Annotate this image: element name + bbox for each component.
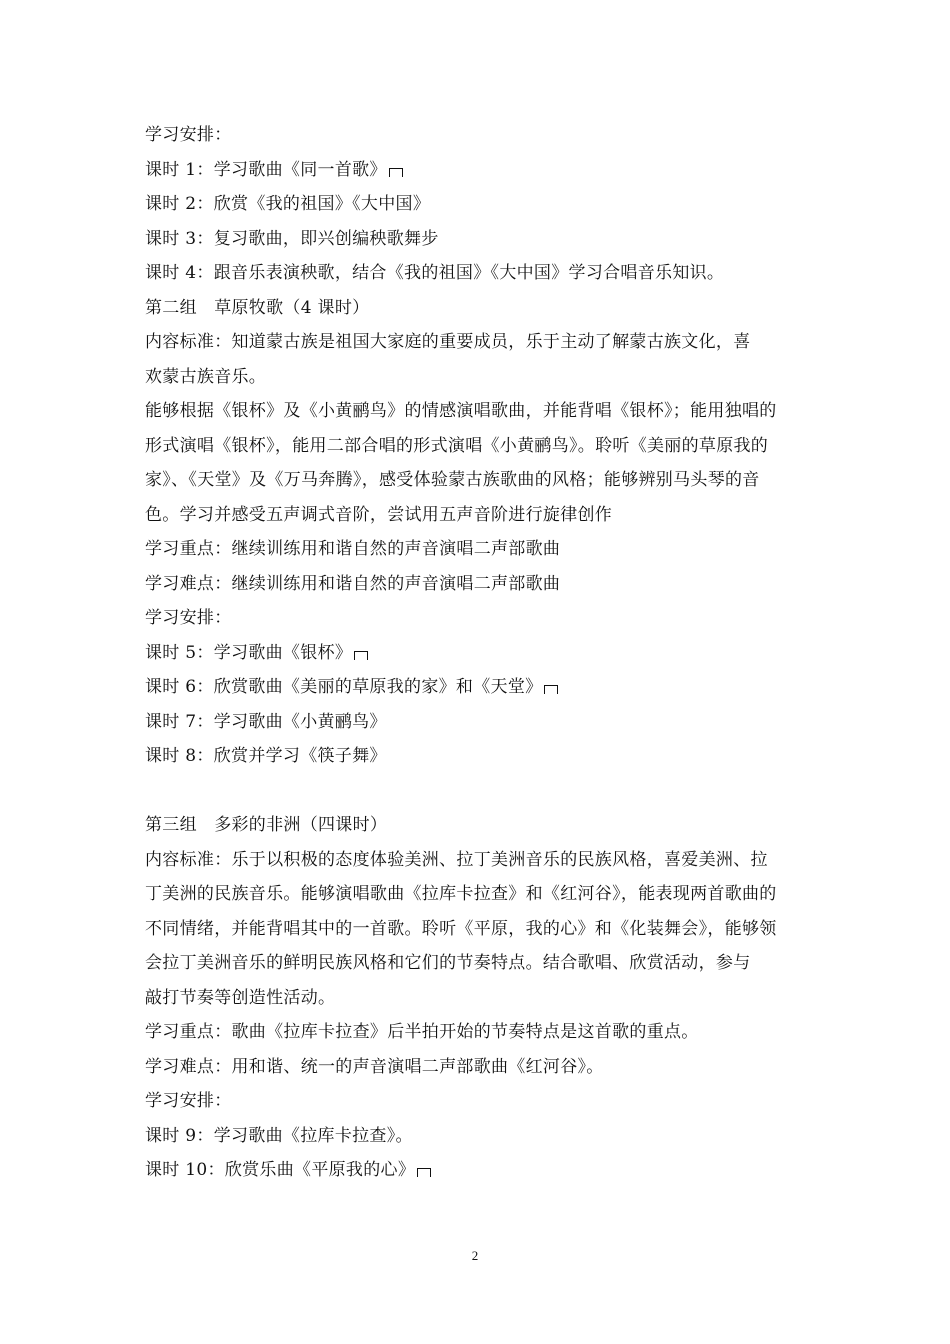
text-line: 丁美洲的民族音乐。能够演唱歌曲《拉库卡拉查》和《红河谷》，能表现两首歌曲的 [145, 884, 777, 904]
text-line: 敲打节奏等创造性活动。 [145, 987, 336, 1008]
bracket-mark-icon [417, 1168, 431, 1177]
text-line: 会拉丁美洲音乐的鲜明民族风格和它们的节奏特点。结合歌唱、欣赏活动，参与 [145, 953, 751, 973]
text-line: 学习重点：继续训练用和谐自然的声音演唱二声部歌曲 [145, 539, 561, 559]
text-line: 家》、《天堂》及《万马奔腾》，感受体验蒙古族歌曲的风格；能够辨别马头琴的音 [145, 470, 760, 490]
text-line: 学习难点：用和谐、统一的声音演唱二声部歌曲《红河谷》。 [145, 1056, 604, 1077]
page-number: 2 [471, 1248, 479, 1263]
section-heading: 第二组 草原牧歌（4 课时） [145, 297, 370, 318]
text-line: 学习难点：继续训练用和谐自然的声音演唱二声部歌曲 [145, 573, 561, 594]
text-line: 内容标准：乐于以积极的态度体验美洲、拉丁美洲音乐的民族风格，喜爱美洲、拉 [145, 849, 768, 870]
text-line: 课时 10：欣赏乐曲《平原我的心》 [145, 1153, 810, 1188]
text-line: 课时 9：学习歌曲《拉库卡拉查》。 [145, 1125, 413, 1146]
text-line: 学习安排： [145, 1091, 232, 1111]
section-heading: 第三组 多彩的非洲（四课时） [145, 815, 388, 835]
text-line: 色。学习并感受五声调式音阶，尝试用五声音阶进行旋律创作 [145, 504, 613, 525]
text-line: 课时 8：欣赏并学习《筷子舞》 [145, 746, 387, 766]
text-line: 课时 3：复习歌曲，即兴创编秧歌舞步 [145, 228, 439, 249]
bracket-mark-icon [354, 651, 368, 660]
text-line: 形式演唱《银杯》，能用二部合唱的形式演唱《小黄鹂鸟》。聆听《美丽的草原我的 [145, 435, 769, 456]
document-body [145, 118, 810, 1188]
text-line: 课时 2：欣赏《我的祖国》《大中国》 [145, 194, 431, 214]
text-line: 学习安排： [145, 608, 232, 628]
text-line: 能够根据《银杯》及《小黄鹂鸟》的情感演唱歌曲，并能背唱《银杯》；能用独唱的 [145, 401, 777, 421]
text-line: 课时 5：学习歌曲《银杯》 [145, 636, 810, 671]
text-line: 学习重点：歌曲《拉库卡拉查》后半拍开始的节奏特点是这首歌的重点。 [145, 1022, 699, 1042]
bracket-mark-icon [544, 685, 558, 694]
blank-line [145, 774, 810, 809]
text-line: 课时 6：欣赏歌曲《美丽的草原我的家》和《天堂》 [145, 670, 810, 705]
bracket-mark-icon [389, 168, 403, 177]
text-line: 不同情绪，并能背唱其中的一首歌。聆听《平原，我的心》和《化装舞会》，能够领 [145, 918, 777, 939]
text-line: 课时 7：学习歌曲《小黄鹂鸟》 [145, 711, 387, 732]
text-line: 课时 4：跟音乐表演秧歌，结合《我的祖国》《大中国》学习合唱音乐知识。 [145, 263, 725, 283]
text-line: 欢蒙古族音乐。 [145, 366, 267, 387]
text-line: 内容标准：知道蒙古族是祖国大家庭的重要成员，乐于主动了解蒙古族文化，喜 [145, 332, 751, 352]
text-line: 课时 1：学习歌曲《同一首歌》 [145, 153, 810, 188]
text-line: 学习安排： [145, 125, 232, 145]
